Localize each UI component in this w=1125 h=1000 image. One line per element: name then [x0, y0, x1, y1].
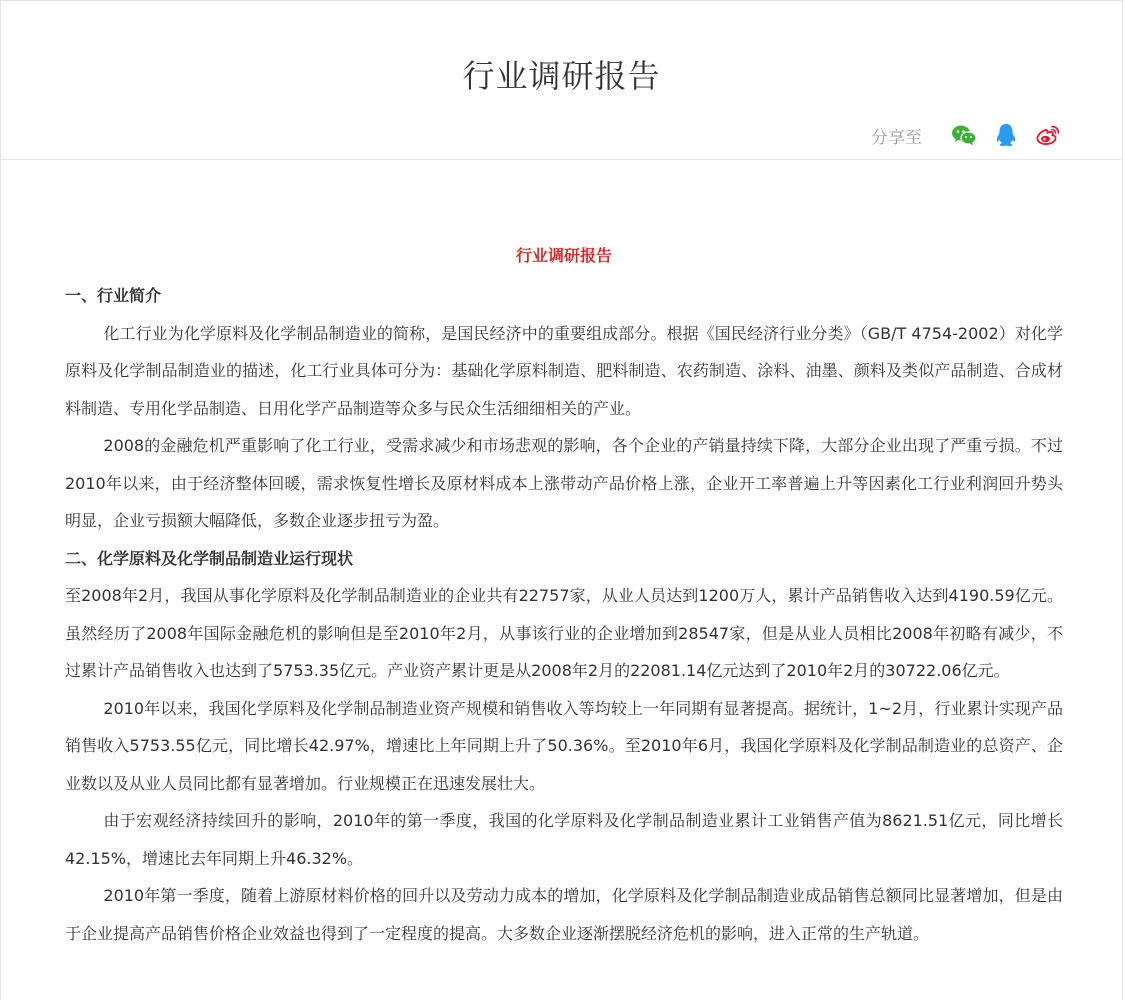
paragraph: 至2008年2月，我国从事化学原料及化学制品制造业的企业共有22757家，从业人员达到1200万人，累计产品销售收入达到4190.59亿元。虽然经历了2008年国际金融危机的影响但是至2010年2月，从事该行业的企业增加到28547家，但是从业人员相比2008年初略有减少，不过累计产品销售收入也达到了5753.35亿元。产业资产累计更是从2008年2月的22081.14亿元达到了2010年2月的30722.06亿元。	[65, 586, 1063, 680]
paragraph: 2008的金融危机严重影响了化工行业，受需求减少和市场悲观的影响，各个企业的产销量持续下降，大部分企业出现了严重亏损。不过2010年以来，由于经济整体回暖，需求恢复性增长及原材料成本上涨带动产品价格上涨，企业开工率普遍上升等因素化工行业利润回升势头明显，企业亏损额大幅降低，多数企业逐步扭亏为盈。	[65, 436, 1063, 530]
share-label: 分享至	[871, 127, 922, 148]
wechat-icon[interactable]	[950, 121, 978, 149]
share-bar	[871, 121, 1062, 149]
paragraph: 由于宏观经济持续回升的影响，2010年的第一季度，我国的化学原料及化学制品制造业累计工业销售产值为8621.51亿元，同比增长42.15%，增速比去年同期上升46.32%。	[65, 811, 1063, 868]
document-header	[1, 1, 1122, 160]
page-title: 行业调研报告	[462, 57, 661, 95]
section-heading: 二、化学原料及化学制品制造业运行现状	[65, 548, 354, 568]
weibo-icon[interactable]	[1034, 121, 1062, 149]
qq-icon[interactable]	[992, 121, 1020, 149]
paragraph: 2010年第一季度，随着上游原材料价格的回升以及劳动力成本的增加，化学原料及化学制品制造业成品销售总额同比显著增加，但是由于企业提高产品销售价格企业效益也得到了一定程度的提高。大多数企业逐渐摆脱经济危机的影响，进入正常的生产轨道。	[65, 886, 1063, 943]
article-title: 行业调研报告	[515, 246, 612, 265]
paragraph: 2010年以来，我国化学原料及化学制品制造业资产规模和销售收入等均较上一年同期有显著提高。据统计，1~2月，行业累计实现产品销售收入5753.55亿元，同比增长42.97%，增速比上年同期上升了50.36%。至2010年6月，我国化学原料及化学制品制造业的总资产、企业数以及从业人员同比都有显著增加。行业规模正在迅速发展壮大。	[65, 698, 1063, 793]
article-body	[65, 241, 1063, 952]
paragraph: 化工行业为化学原料及化学制品制造业的简称，是国民经济中的重要组成部分。根据《国民经济行业分类》（GB/T 4754-2002）对化学原料及化学制品制造业的描述，化工行业具体可分为：基础化学原料制造、肥料制造、农药制造、涂料、油墨、颜料及类似产品制造、合成材料制造、专用化学品制造、日用化学产品制造等众多与民众生活细细相关的产业。	[65, 323, 1063, 418]
section-heading: 一、行业简介	[65, 286, 162, 305]
